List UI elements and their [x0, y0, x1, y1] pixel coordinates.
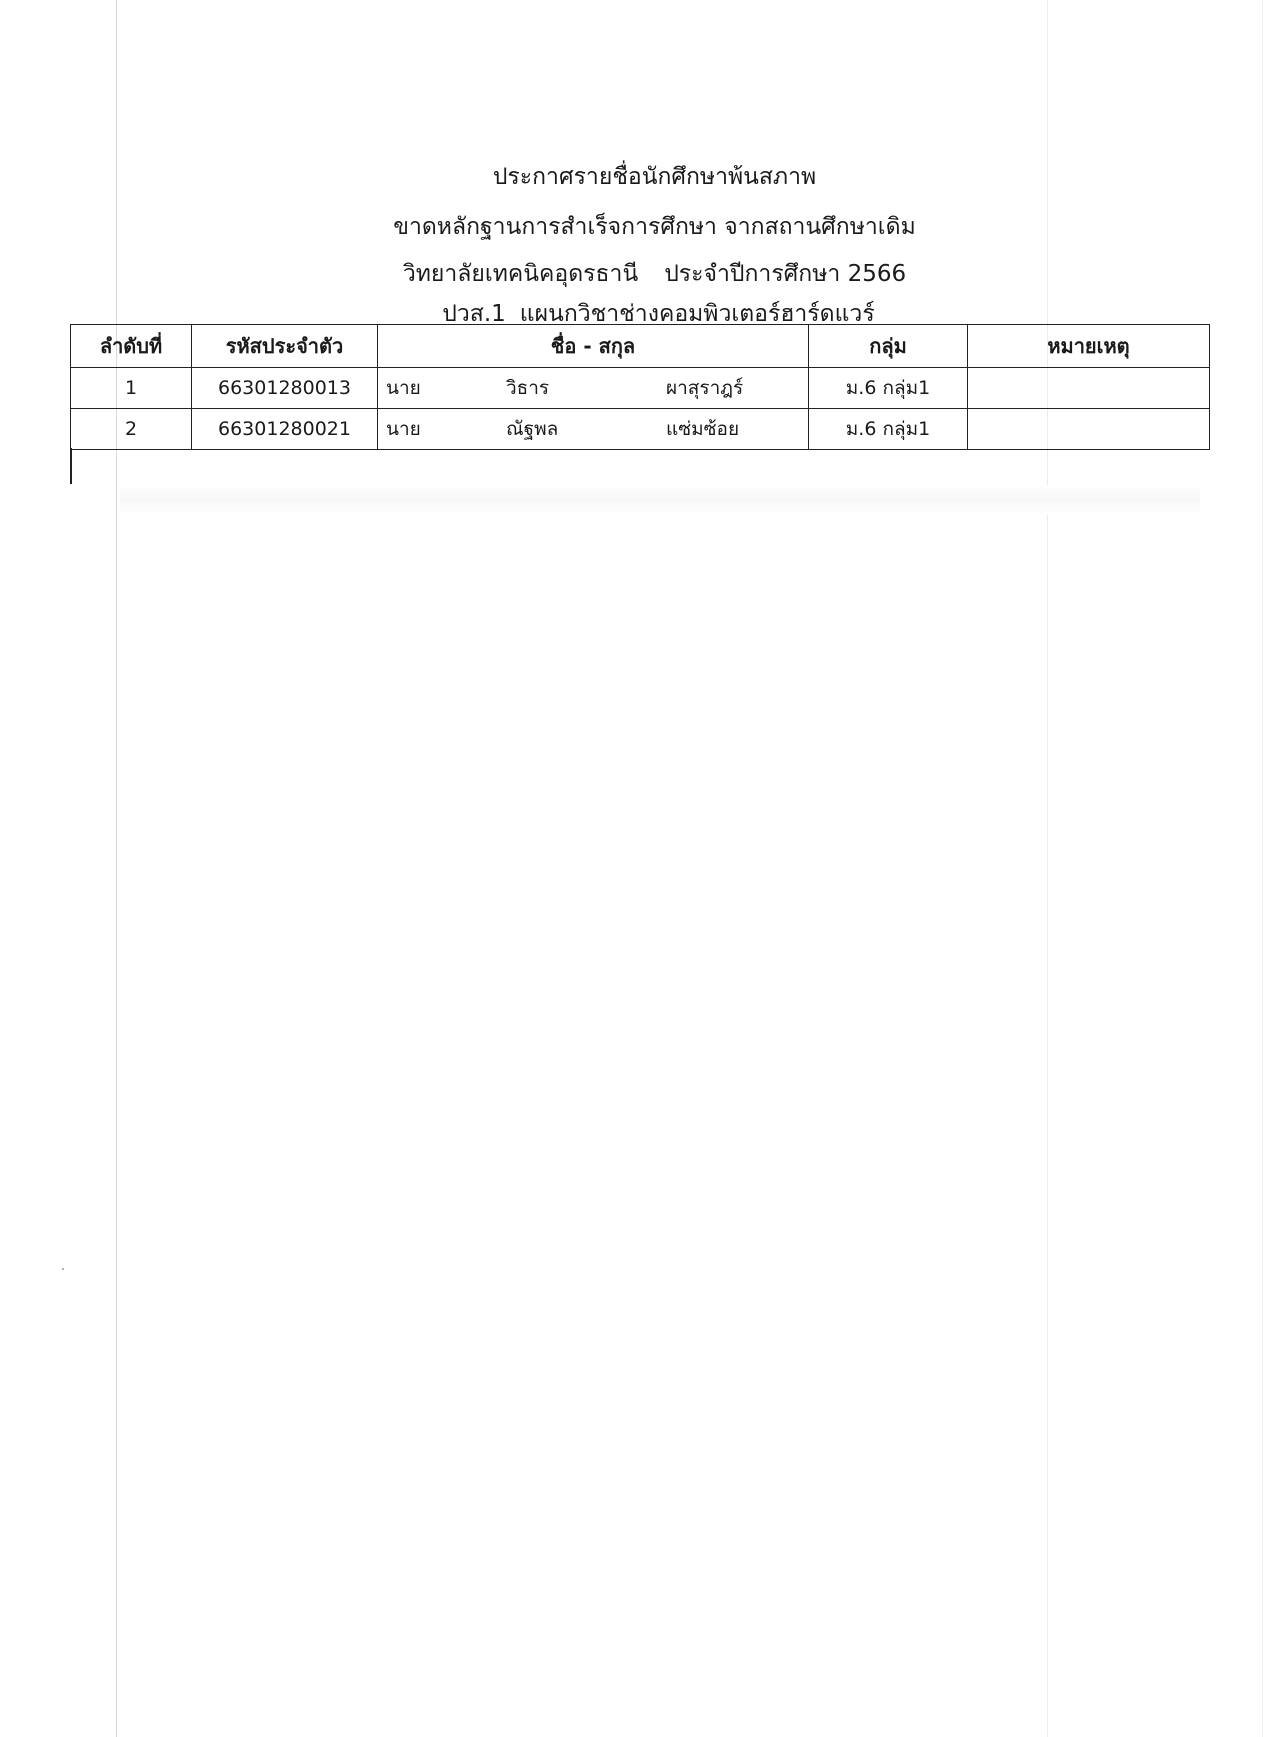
column-header-order: ลำดับที่ — [71, 325, 192, 368]
announcement-title: ประกาศรายชื่อนักศึกษาพ้นสภาพ — [492, 164, 817, 190]
scan-speck — [62, 1268, 64, 1270]
cell-student-id: 66301280021 — [192, 409, 378, 450]
cell-name — [378, 409, 809, 450]
table-row — [71, 368, 1210, 409]
announcement-subtitle: ขาดหลักฐานการสำเร็จการศึกษา จากสถานศึกษาเดิม — [393, 214, 916, 240]
name-title: นาย — [386, 418, 421, 440]
column-header-student-id: รหัสประจำตัว — [192, 325, 378, 368]
student-table — [70, 324, 1210, 450]
name-title: นาย — [386, 377, 421, 399]
cell-note — [968, 409, 1210, 450]
first-name: วิธาร — [506, 377, 550, 399]
column-header-note: หมายเหตุ — [968, 325, 1210, 368]
cell-group: ม.6 กลุ่ม1 — [809, 409, 968, 450]
program-level: ปวส.1 — [442, 301, 506, 327]
academic-year: ประจำปีการศึกษา 2566 — [664, 261, 907, 287]
first-name: ณัฐพล — [506, 418, 559, 440]
last-name: ผาสุราฎร์ — [666, 377, 744, 399]
cell-note — [968, 368, 1210, 409]
cell-order: 2 — [71, 409, 192, 450]
column-header-group: กลุ่ม — [809, 325, 968, 368]
scan-artifact-band — [120, 485, 1200, 515]
last-name: แซ่มซ้อย — [666, 418, 740, 440]
cell-student-id: 66301280013 — [192, 368, 378, 409]
column-header-name: ชื่อ - สกุล — [378, 325, 809, 368]
department-name: แผนกวิชาช่างคอมพิวเตอร์ฮาร์ดแวร์ — [519, 301, 875, 327]
college-year-line — [18, 259, 1273, 289]
cell-order: 1 — [71, 368, 192, 409]
table-row — [71, 409, 1210, 450]
cell-name — [378, 368, 809, 409]
table-edge-line — [70, 448, 72, 484]
table-header-row — [71, 325, 1210, 368]
college-name: วิทยาลัยเทคนิคอุดรธานี — [402, 261, 639, 287]
cell-group: ม.6 กลุ่ม1 — [809, 368, 968, 409]
